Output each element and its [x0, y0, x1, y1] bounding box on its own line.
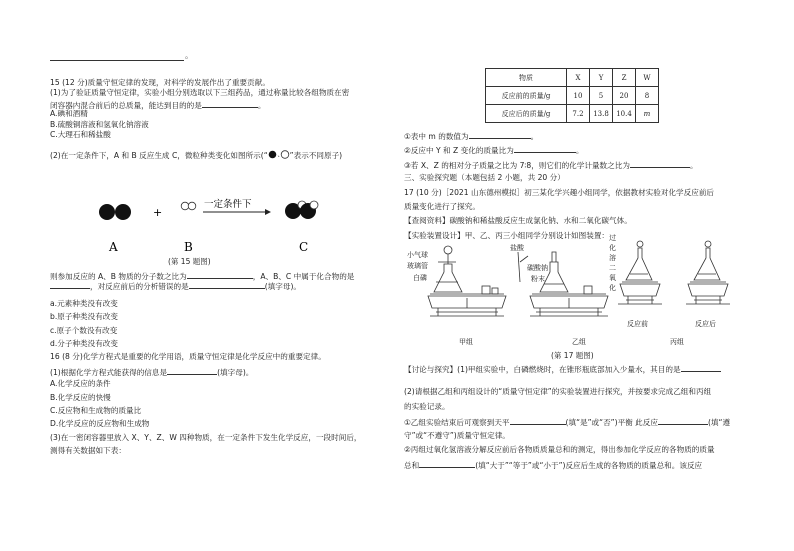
q15-header: 15 (12 分)质量守恒定律的发现，对科学的发展作出了重要贡献。 [50, 78, 270, 87]
q15-option-a: A.碘和酒精 [50, 109, 88, 119]
section-3-heading: 三、实验探究题（本题包括 2 小题，共 20 分） [404, 173, 565, 183]
answer-blank [202, 99, 258, 108]
q16-part1-text: (1)根据化学方程式能获得的信息是 [50, 367, 168, 377]
q17-record-1b: 守”或“不遵守”)质量守恒定律。 [404, 430, 510, 440]
right-column-lower [404, 363, 759, 470]
q16-part3-line2: 测得有关数据如下表： [50, 446, 126, 456]
label-h2o2-2: 化 [609, 244, 616, 252]
q16-result-3 [404, 159, 759, 169]
mass-data-table [485, 68, 659, 123]
q17-record-2b [404, 459, 759, 469]
q17-discussion-2b: 的实验记录。 [404, 401, 450, 411]
table-cell: X [567, 69, 590, 87]
q16-result-1 [404, 130, 759, 140]
q15-option-c: C.大理石和稀盐酸 [50, 129, 111, 139]
table-row [486, 105, 659, 123]
answer-blank [189, 280, 265, 289]
q16-r1-end: 。 [530, 132, 539, 141]
answer-blank [681, 363, 721, 372]
q16-r1-text: ①表中 m 的数值为 [404, 132, 469, 141]
label-group-b: 乙组 [572, 338, 586, 346]
table-cell: Z [613, 69, 636, 87]
q15-option-b: B.硫酸铜溶液和氢氧化钠溶液 [50, 119, 149, 129]
q15-fill-hint: (填字母)。 [264, 282, 302, 292]
table-cell: Y [590, 69, 613, 87]
label-na2co3-b: 粉末 [531, 275, 545, 283]
q16-part1-end: (填字母)。 [217, 367, 254, 377]
answer-blank [658, 416, 708, 425]
table-cell: 反应后的质量/g [486, 105, 567, 123]
q16-r2-end: 。 [575, 146, 584, 156]
answer-blank [510, 416, 566, 425]
answer-blank [50, 280, 90, 289]
q17-r2-text: 总和 [404, 461, 420, 471]
figure-15-caption: (第 15 题图) [168, 257, 211, 266]
table-cell: 8 [636, 87, 659, 105]
q17-r1-hint-2: (填“遵 [707, 418, 731, 428]
q16-option-c: C.反应物和生成物的质量比 [50, 405, 142, 415]
q16-result-2 [404, 144, 759, 154]
q17-discussion-2a: (2)请根据乙组和丙组设计的“质量守恒定律”的实验装置进行探究，并按要求完成乙组和丙组 [404, 387, 712, 397]
table-cell: 物质 [486, 69, 567, 87]
table-cell: W [636, 69, 659, 87]
table-cell: 反应前的质量/g [486, 87, 567, 105]
q17-r1-text: ①乙组实验结束后可观察到天平 [404, 418, 510, 428]
label-h2o2-1: 过 [609, 234, 616, 242]
table-row [486, 87, 659, 105]
svg-text:、: 、 [277, 151, 284, 159]
label-na2co3-a: 碳酸钠 [527, 264, 548, 272]
answer-blank [187, 270, 253, 279]
q15-part2-text-b: ”表示不同原子) [289, 151, 343, 161]
q15-compound-text: ，A、B、C 中属于化合物的是 [252, 272, 355, 281]
table-cell: 7.2 [567, 105, 590, 123]
table-cell: 20 [613, 87, 636, 105]
answer-blank [167, 366, 217, 375]
balance-c-before-icon [618, 241, 662, 304]
q16-option-b: B.化学反应的快慢 [50, 392, 111, 402]
q17-disc1-text: 【讨论与探究】(1)甲组实验中，白磷燃烧时，在锥形瓶底部加入少量水，其目的是 [404, 365, 681, 374]
q16-r2-text: ②反应中 Y 和 Z 变化的质量比为 [404, 146, 514, 156]
q16-option-a: A.化学反应的条件 [50, 379, 111, 389]
label-white-phosphorus: 白磷 [413, 274, 427, 282]
q17-header-2: 质量变化进行了探究。 [404, 201, 480, 211]
q15-option-b2: b.原子种类没有改变 [50, 312, 118, 322]
label-after: 反应后 [695, 320, 716, 328]
atom-legend-icon [268, 150, 290, 159]
label-mno2-3: 化 [609, 284, 616, 292]
q17-record-2a: ②丙组过氧化氢溶液分解反应前后各物质质量总和的测定，得出参加化学反应的各物质的质量 [404, 444, 715, 454]
label-balloon: 小气球 [407, 251, 428, 259]
q16-r3-text: ③若 X、Z 的相对分子质量之比为 7∶8，则它们的化学计量数之比为 [404, 160, 630, 170]
answer-blank [514, 144, 576, 153]
label-hcl: 盐酸 [510, 244, 524, 252]
lab-figure-drawing [400, 232, 760, 357]
right-column [404, 130, 759, 241]
q16-part3-line1: (3)在一密闭容器里放入 X、Y、Z、W 四种物质，在一定条件下发生化学反应，一段时间后， [50, 432, 362, 442]
table-cell: 5 [590, 87, 613, 105]
balance-a-icon [428, 246, 506, 316]
table-cell: 13.8 [590, 105, 613, 123]
reaction-diagram [95, 195, 365, 255]
label-mno2-2: 氧 [609, 274, 616, 282]
label-before: 反应前 [627, 320, 648, 328]
answer-blank [630, 159, 690, 168]
q15-part2-line1 [50, 150, 405, 160]
balance-b-icon [518, 252, 608, 316]
q17-design: 【实验装置设计】甲、乙、丙三小组同学分别设计如图装置： [404, 230, 610, 240]
q15-option-c2: c.原子个数没有改变 [50, 325, 118, 335]
table-cell: m [636, 105, 659, 123]
label-group-a: 甲组 [459, 338, 473, 346]
reaction-svg [95, 195, 365, 255]
q17-r1-hint: (填“是”或“否”)平衡 此反应 [565, 418, 658, 428]
q15-analysis-text: ，对反应前后的分析错误的是 [90, 282, 189, 292]
q15-ratio-text: 则参加反应的 A、B 物质的分子数之比为 [50, 272, 187, 281]
table-cell: 10 [567, 87, 590, 105]
period-mark: 。 [185, 51, 193, 60]
q16-part1 [50, 366, 405, 376]
q15-part2-q-line1 [50, 270, 405, 280]
q17-header: 17 (10 分)［2021 山东德州模拟］初三某化学兴趣小组同学，依据教材实验对化学反应前后 [404, 187, 715, 197]
molecule-c-icon [285, 201, 318, 219]
figure-17-caption: (第 17 题图) [551, 351, 594, 360]
left-column-lower [50, 270, 405, 456]
q15-part1-end: 。 [257, 100, 266, 110]
label-mno2-1: 二 [609, 264, 616, 272]
q15-part2-text-a: (2)在一定条件下，A 和 B 反应生成 C，微粒种类变化如图所示(“ [50, 151, 268, 161]
q15-option-d2: d.分子种类没有改变 [50, 338, 118, 348]
label-glass-tube: 玻璃管 [407, 262, 428, 270]
table-header-row [486, 69, 659, 87]
molecule-b-icon [181, 202, 196, 210]
q17-reference: 【查阅资料】碳酸钠和稀盐酸反应生成氯化钠、水和二氧化碳气体。 [404, 216, 632, 226]
answer-blank [50, 60, 184, 61]
label-c: C [299, 240, 309, 254]
q15-option-a2: a.元素种类没有改变 [50, 298, 118, 308]
q15-part1-line1: (1)为了验证质量守恒定律，实验小组分别选取以下三组药品，通过称量比较各组物质在密 [50, 88, 350, 98]
plus-sign: + [153, 206, 163, 219]
label-h2o2-3: 溶 [609, 254, 616, 262]
q17-discussion-1 [404, 363, 759, 373]
arrow-label: 一定条件下 [204, 199, 252, 210]
q16-option-d: D.化学反应的反应物和生成物 [50, 419, 150, 429]
table-cell: 10.4 [613, 105, 636, 123]
q17-r2-hint: (填“大于”“等于”或“小于”)反应后生成的各物质的质量总和。该反应 [475, 461, 703, 471]
balance-c-after-icon [686, 241, 730, 304]
label-group-c: 丙组 [670, 338, 684, 346]
q16-header: 16 (8 分)化学方程式是重要的化学用语，质量守恒定律是化学反应中的重要定律。 [50, 352, 326, 362]
molecule-a-icon [99, 204, 131, 220]
label-a: A [109, 240, 118, 254]
q15-part1-line2 [50, 99, 405, 109]
answer-blank [419, 459, 475, 468]
q15-part1-text: 闭容器内混合前后的总质量，能达到目的的是 [50, 100, 202, 110]
left-column [50, 62, 405, 161]
q17-record-1 [404, 416, 759, 426]
answer-blank [469, 130, 531, 139]
q15-part2-q-line2 [50, 280, 405, 290]
q16-r3-end: 。 [689, 160, 698, 170]
label-b: B [184, 240, 193, 254]
